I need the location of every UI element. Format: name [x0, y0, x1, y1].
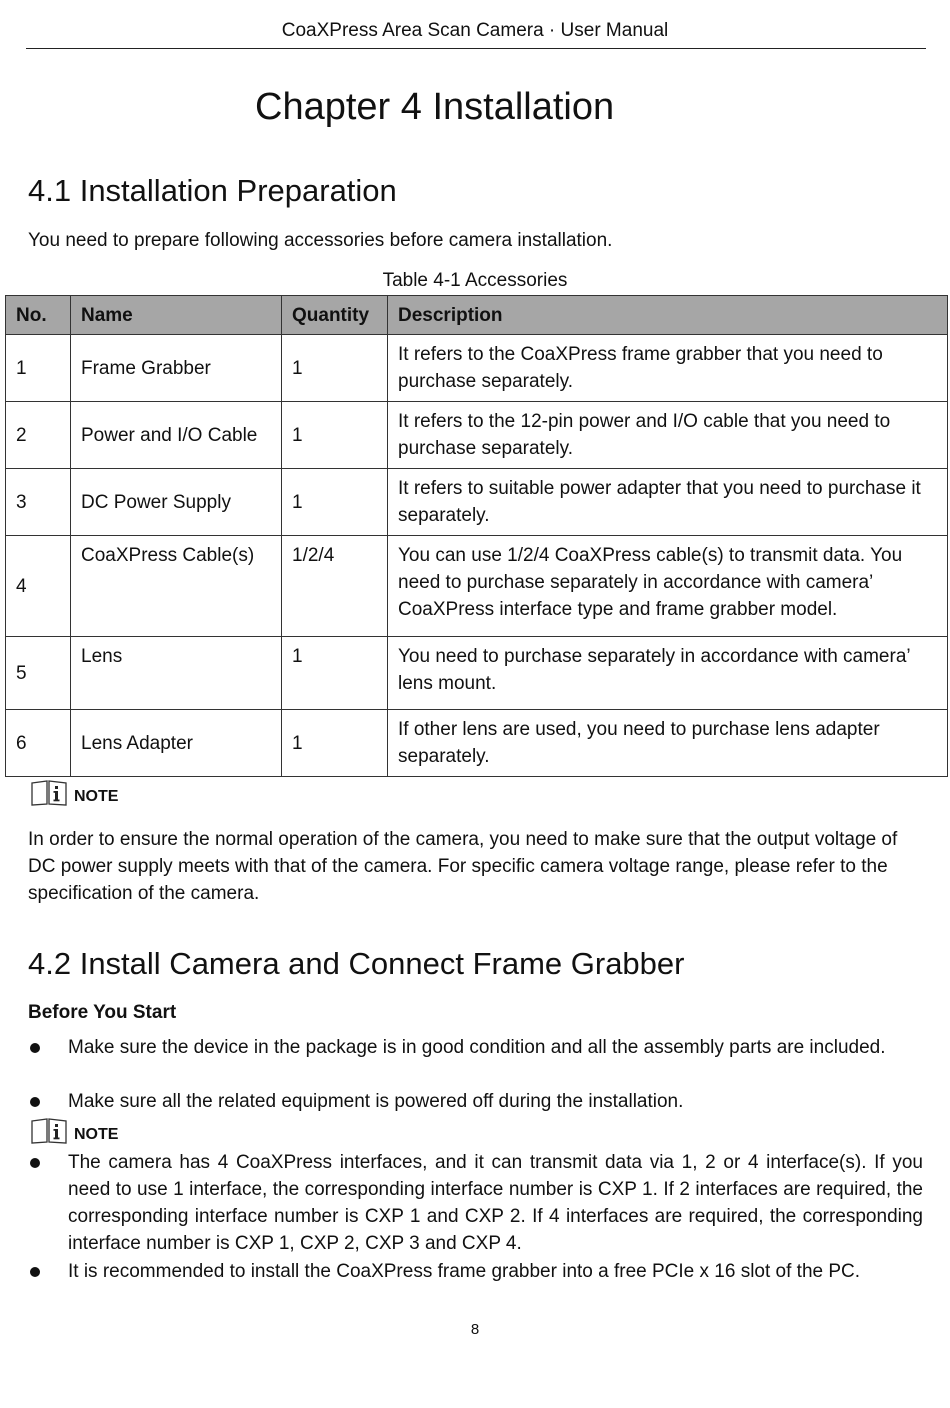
cell-no: 2 [6, 402, 71, 469]
intro-paragraph: You need to prepare following accessories before camera installation. [28, 230, 613, 251]
cell-quantity: 1 [282, 335, 388, 402]
list-item [28, 1034, 923, 1061]
list-item [28, 1088, 923, 1115]
page-number: 8 [470, 1321, 480, 1338]
section-title-4-2: 4.2 Install Camera and Connect Frame Grabber [28, 946, 685, 981]
table-caption: Table 4-1 Accessories [382, 270, 568, 291]
chapter-title: Chapter 4 Installation [255, 86, 615, 128]
table-header-row [6, 296, 948, 335]
column-header-name: Name [71, 296, 282, 335]
list-item [28, 1258, 923, 1285]
cell-no: 6 [6, 710, 71, 777]
cell-name: Lens Adapter [71, 710, 282, 777]
cell-name: DC Power Supply [71, 469, 282, 536]
cell-quantity: 1 [282, 402, 388, 469]
cell-description: If other lens are used, you need to purchase lens adapter separately. [388, 710, 948, 777]
note-book-icon [30, 780, 68, 806]
running-header: CoaXPress Area Scan Camera · User Manual [281, 20, 669, 41]
column-header-no: No. [6, 296, 71, 335]
list-item-text: It is recommended to install the CoaXPress frame grabber into a free PCIe x 16 slot of the PC. [68, 1261, 861, 1282]
header-divider [26, 48, 926, 49]
before-you-start-heading: Before You Start [28, 1002, 177, 1023]
note-paragraph: In order to ensure the normal operation of the camera, you need to make sure that the output voltage of DC power supply meets with that of the camera. For specific camera voltage range, please refer to the specification of the camera. [28, 829, 898, 904]
cell-name: CoaXPress Cable(s) [71, 536, 282, 637]
column-header-description: Description [388, 296, 948, 335]
bullet-icon [28, 1088, 68, 1115]
cell-description: You can use 1/2/4 CoaXPress cable(s) to transmit data. You need to purchase separately in accordance with camera’ CoaXPress interface type and frame grabber model. [388, 536, 948, 637]
list-item-text: Make sure all the related equipment is powered off during the installation. [68, 1091, 684, 1112]
note-book-icon [30, 1118, 68, 1144]
cell-quantity: 1 [282, 469, 388, 536]
table-row [6, 637, 948, 710]
column-header-quantity: Quantity [282, 296, 388, 335]
note-label: NOTE [74, 1126, 119, 1143]
list-item [28, 1149, 923, 1257]
table-row [6, 710, 948, 777]
cell-name: Frame Grabber [71, 335, 282, 402]
table-row [6, 469, 948, 536]
bullet-icon [28, 1034, 68, 1061]
cell-no: 1 [6, 335, 71, 402]
table-row [6, 402, 948, 469]
list-item-text: The camera has 4 CoaXPress interfaces, and it can transmit data via 1, 2 or 4 interface(s). If you need to use 1 interface, the corresponding interface number is CXP 1. If 2 interfaces are required, the corresponding interface number is CXP 1 and CXP 2. If 4 interfaces are required, the corresponding interface number is CXP 1, CXP 2, CXP 3 and CXP 4. [68, 1152, 923, 1254]
cell-quantity: 1 [282, 710, 388, 777]
table-row [6, 536, 948, 637]
cell-no: 5 [6, 637, 71, 710]
cell-name: Power and I/O Cable [71, 402, 282, 469]
cell-quantity: 1 [282, 637, 388, 710]
bullet-icon [28, 1149, 68, 1257]
cell-no: 4 [6, 536, 71, 637]
list-item-text: Make sure the device in the package is in good condition and all the assembly parts are included. [68, 1037, 886, 1058]
cell-name: Lens [71, 637, 282, 710]
cell-quantity: 1/2/4 [282, 536, 388, 637]
cell-description: You need to purchase separately in accordance with camera’ lens mount. [388, 637, 948, 710]
bullet-icon [28, 1258, 68, 1285]
note-callout [30, 780, 118, 806]
accessories-table [5, 295, 948, 777]
cell-description: It refers to the CoaXPress frame grabber that you need to purchase separately. [388, 335, 948, 402]
cell-description: It refers to the 12-pin power and I/O cable that you need to purchase separately. [388, 402, 948, 469]
note-label: NOTE [74, 788, 119, 805]
table-row [6, 335, 948, 402]
cell-no: 3 [6, 469, 71, 536]
note-callout [30, 1118, 118, 1144]
section-title-4-1: 4.1 Installation Preparation [28, 173, 397, 208]
cell-description: It refers to suitable power adapter that you need to purchase it separately. [388, 469, 948, 536]
